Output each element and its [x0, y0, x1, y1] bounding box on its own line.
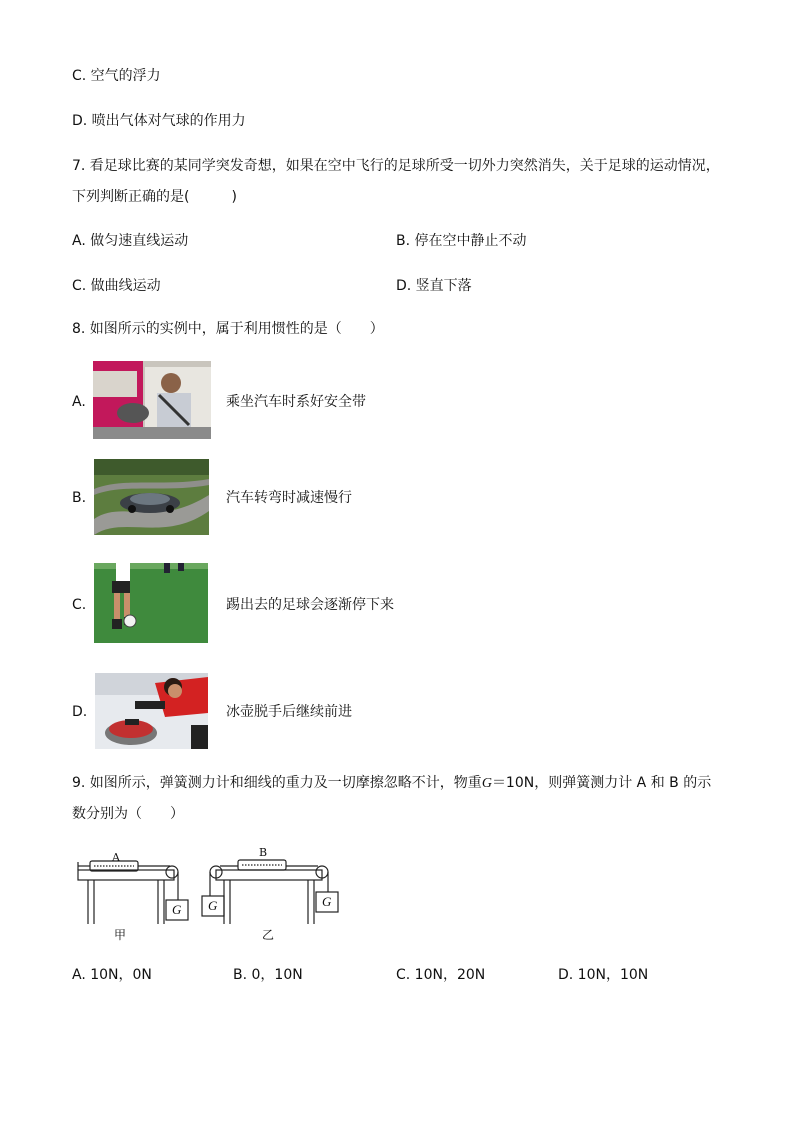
q8-option-d-letter: D.	[72, 704, 88, 720]
q9-stem-part1: 9. 如图所示，弹簧测力计和细线的重力及一切摩擦忽略不计，物重	[72, 775, 482, 791]
q7-option-c: C. 做曲线运动	[72, 278, 161, 294]
q7-stem-line2: 下列判断正确的是( )	[72, 189, 237, 205]
q9-option-b: B. 0，10N	[233, 967, 303, 983]
q8-option-c-text: 踢出去的足球会逐渐停下来	[226, 597, 394, 613]
q8-option-c-letter: C.	[72, 597, 87, 613]
pulley-left	[166, 866, 178, 878]
q7-option-b: B. 停在空中静止不动	[396, 233, 527, 249]
car-turning-photo	[94, 459, 209, 535]
q6-option-d: D. 喷出气体对气球的作用力	[72, 113, 246, 129]
weight-label-left: G	[172, 902, 182, 917]
q9-stem-part2: ，则弹簧测力计 A 和 B 的示	[534, 775, 712, 791]
q7-stem-line1: 7. 看足球比赛的某同学突发奇想，如果在空中飞行的足球所受一切外力突然消失，关于足球的运动情况，	[72, 158, 720, 174]
curling-photo	[95, 673, 208, 749]
q9-stem-line1	[72, 773, 711, 794]
spring-scale-diagram	[72, 846, 342, 946]
q9-option-d: D. 10N，10N	[558, 967, 649, 983]
q8-option-a-text: 乘坐汽车时系好安全带	[226, 394, 366, 410]
caption-jia: 甲	[114, 928, 127, 942]
label-spring-a: A	[112, 851, 120, 864]
caption-yi: 乙	[262, 928, 275, 942]
soccer-photo	[94, 563, 208, 643]
q7-option-a: A. 做匀速直线运动	[72, 233, 189, 249]
q9-option-a: A. 10N，0N	[72, 967, 152, 983]
q9-weight-value: ＝10N	[491, 775, 535, 791]
q9-option-c: C. 10N，20N	[396, 967, 486, 983]
weight-label-right-right: G	[322, 894, 332, 909]
q8-option-b-text: 汽车转弯时减速慢行	[226, 490, 352, 506]
q8-option-b-letter: B.	[72, 490, 87, 506]
seatbelt-photo	[93, 361, 211, 439]
table-right-top	[216, 870, 322, 880]
q8-option-d-text: 冰壶脱手后继续前进	[226, 704, 352, 720]
q9-stem-line2: 数分别为（ ）	[72, 806, 184, 822]
q9-weight-variable: G	[481, 776, 492, 791]
weight-label-right-left: G	[208, 898, 218, 913]
q6-option-c: C. 空气的浮力	[72, 68, 161, 84]
q7-option-d: D. 竖直下落	[396, 278, 472, 294]
label-spring-b: B	[259, 846, 268, 859]
q8-option-a-letter: A.	[72, 394, 86, 410]
q8-stem: 8. 如图所示的实例中，属于利用惯性的是（ ）	[72, 321, 384, 337]
